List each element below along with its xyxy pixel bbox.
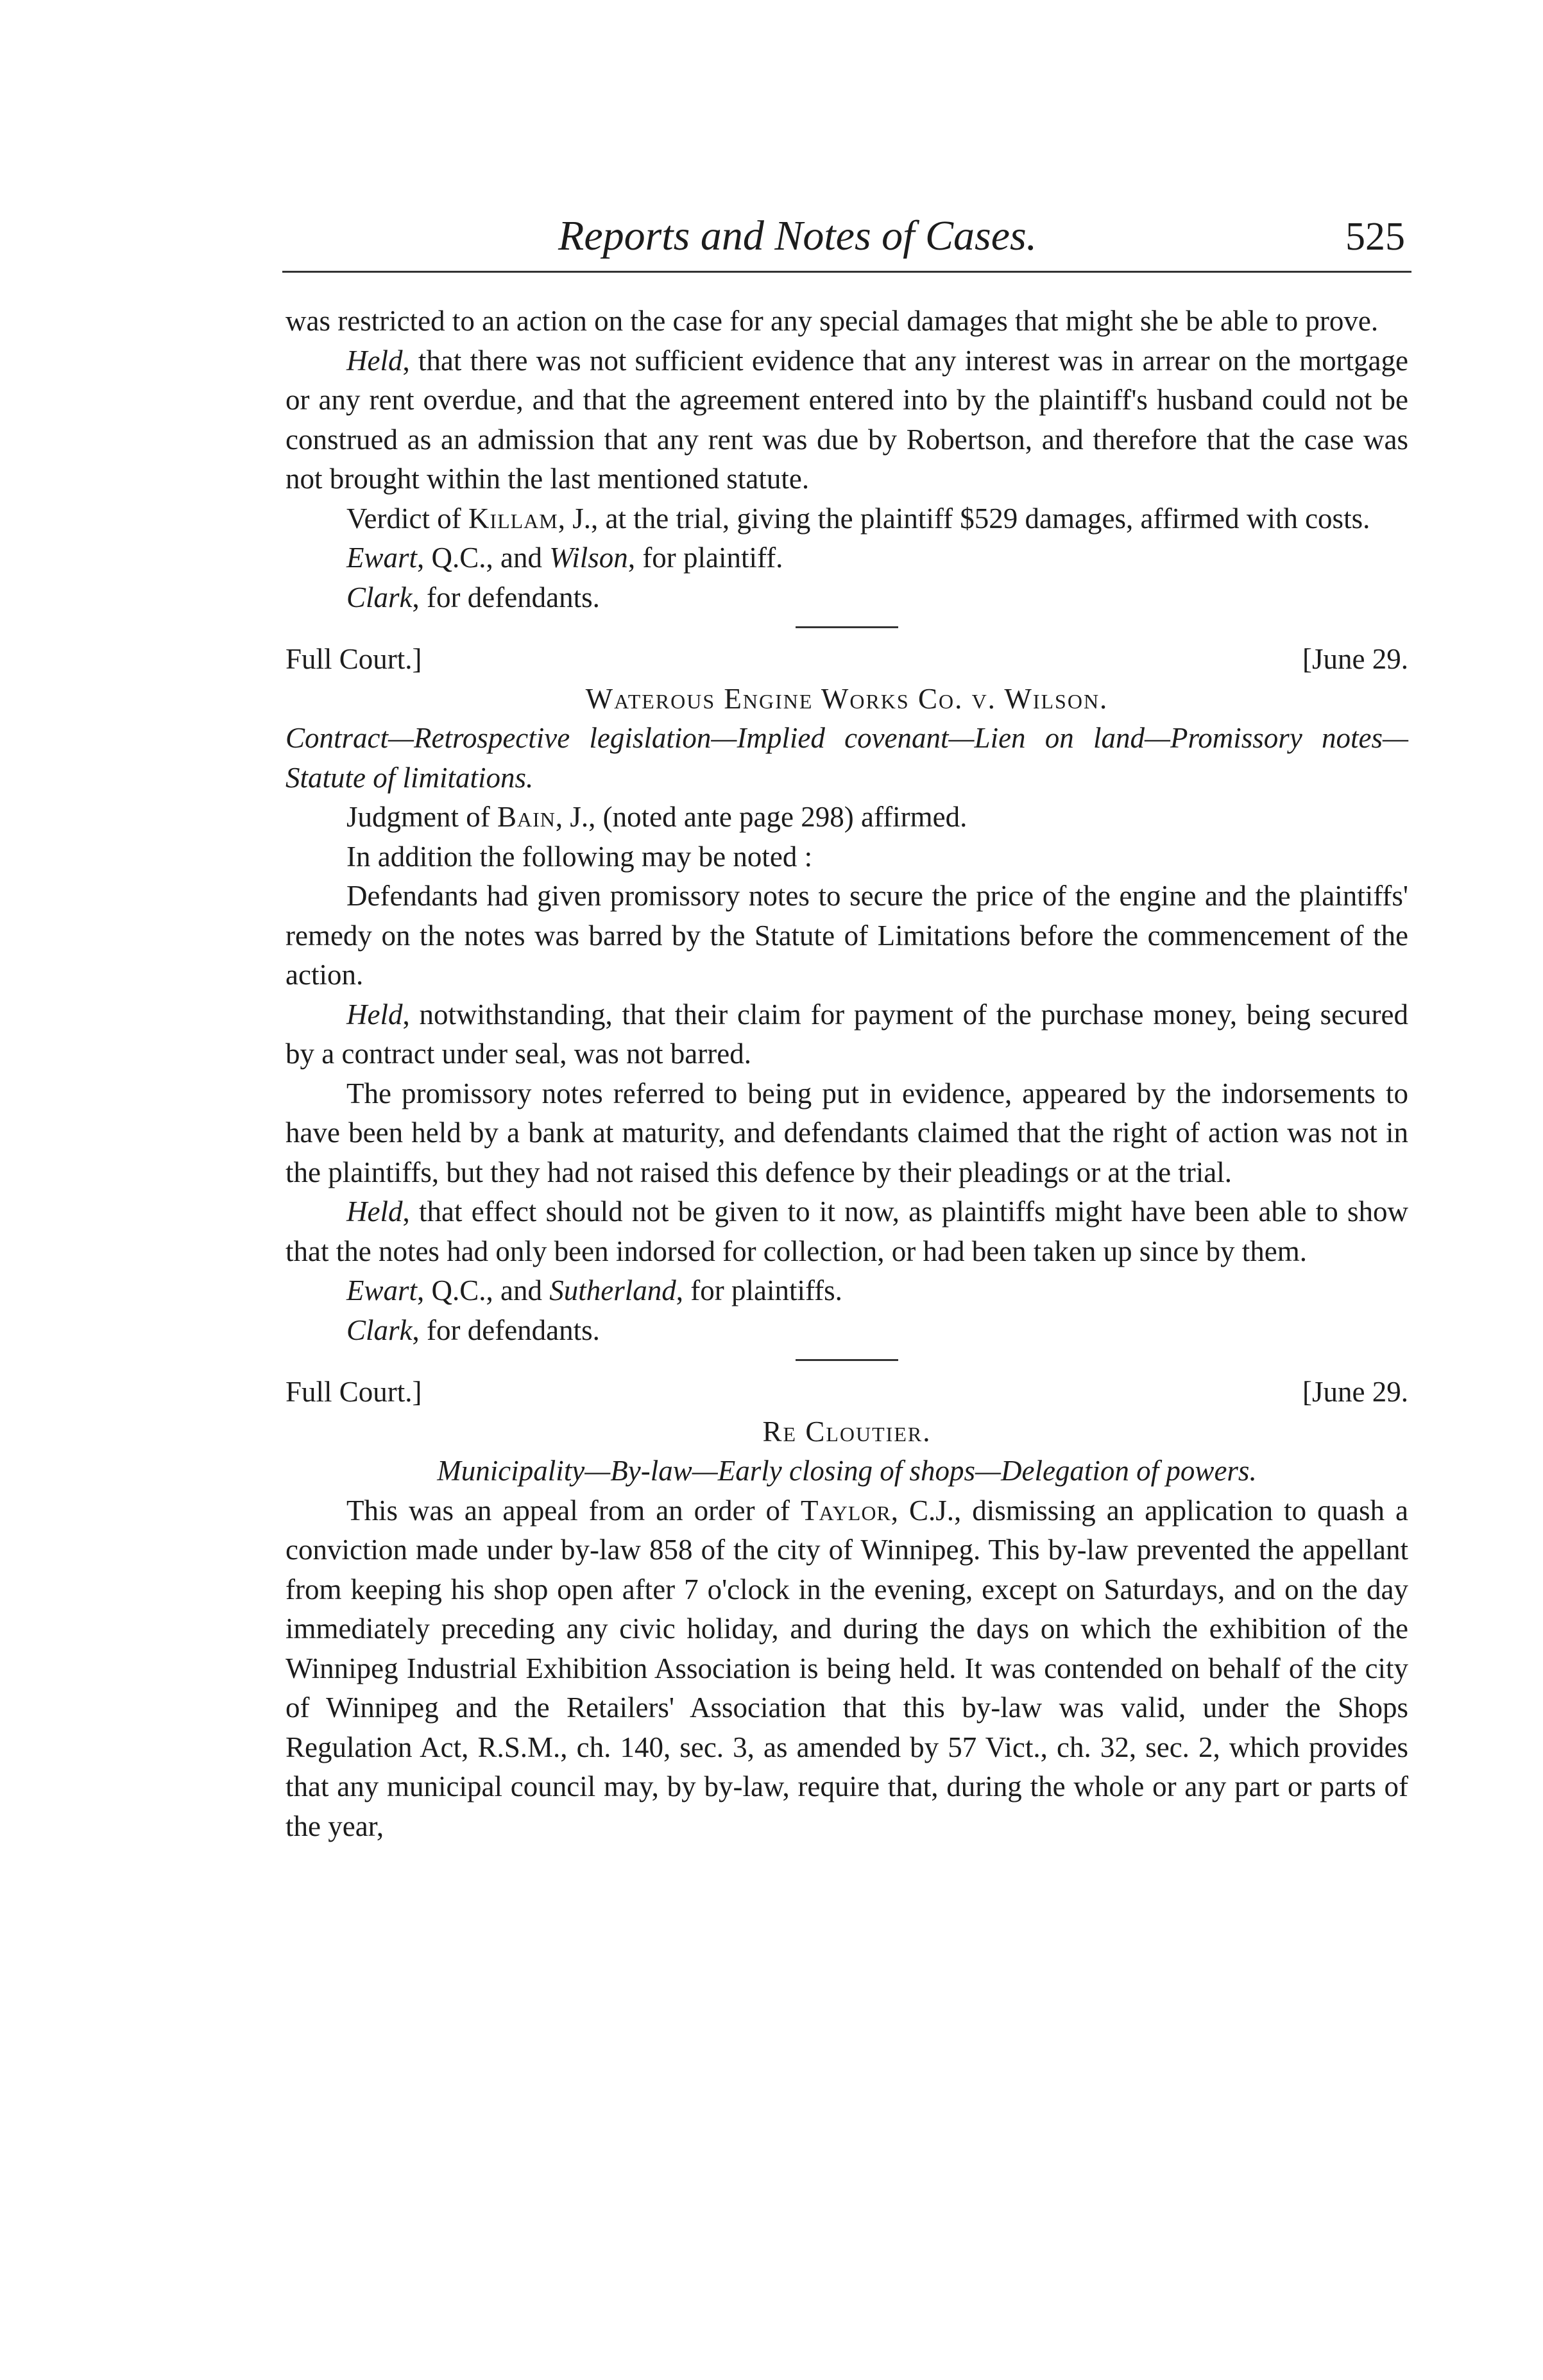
court-label: Full Court.]	[286, 1376, 422, 1408]
header-rule	[282, 271, 1411, 273]
counsel-mid: , Q.C., and	[417, 542, 550, 574]
appeal-post: , C.J., dismissing an application to quash a conviction made under by-law 858 of the city of Winnipeg. This by-law prevented the appellant from keeping his shop open after 7 o'clock in the evening, except on Saturdays, and on the day immediately preceding any civic holiday, and during the days on which the exhibition of the Winnipeg Industrial Exhibition Association is being held. It was contended on behalf of the city of Winnipeg and the Retailers' Association that this by-law was valid, under the Shops Regulation Act, R.S.M., ch. 140, sec. 3, as amended by 57 Vict., ch. 32, sec. 2, which provides that any municipal council may, by by-law, require that, during the whole or any part or parts of the year,	[286, 1494, 1408, 1842]
counsel-mid: , Q.C., and	[417, 1274, 550, 1306]
addition-line: In addition the following may be noted :	[346, 840, 813, 873]
counsel-name: Clark	[346, 1314, 413, 1346]
held-paragraph	[286, 341, 1408, 499]
held-word: Held	[346, 344, 403, 377]
case-date: [June 29.	[1302, 1376, 1408, 1408]
case-title: Waterous Engine Works Co. v. Wilson.	[585, 682, 1109, 715]
judgment-line	[286, 798, 1408, 837]
counsel-plaintiff	[286, 1271, 1408, 1311]
appeal-paragraph	[286, 1491, 1408, 1847]
page-body	[286, 302, 1408, 1846]
case-title: Re Cloutier.	[762, 1415, 932, 1448]
counsel-end: , for defendants.	[412, 581, 600, 613]
judgment-post: , J., (noted ante page 298) affirmed.	[555, 801, 968, 833]
case-headnote: Contract—Retrospective legislation—Implied covenant—Lien on land—Promissory notes—Statute of limitations.	[286, 722, 1408, 794]
facts-paragraph: The promissory notes referred to being put in evidence, appeared by the indorsements to have been held by a bank at maturity, and defendants claimed that the right of action was not in the plaintiffs, but they had not raised this defence by their pleadings or at the trial.	[286, 1077, 1408, 1188]
case-separator	[796, 1359, 898, 1361]
appeal-pre: This was an appeal from an order of	[346, 1494, 801, 1527]
held-paragraph	[286, 995, 1408, 1074]
counsel-name: Sutherland	[549, 1274, 676, 1306]
counsel-defendant	[286, 578, 1408, 618]
judge-name: Bain	[497, 801, 556, 833]
court-label: Full Court.]	[286, 643, 422, 675]
counsel-name: Wilson	[549, 542, 628, 574]
facts-paragraph: Defendants had given promissory notes to secure the price of the engine and the plaintiffs' remedy on the notes was barred by the Statute of Limitations before the commencement of the action.	[286, 880, 1408, 991]
held-text: , that there was not sufficient evidence that any interest was in arrear on the mortgage or any rent overdue, and that the agreement entered into by the plaintiff's husband could not be construed as an admission that any rent was due by Robertson, and therefore that the case was not brought within the last mentioned statute.	[286, 344, 1408, 495]
counsel-name: Ewart	[346, 1274, 418, 1306]
court-line	[286, 1373, 1408, 1412]
case-separator	[796, 626, 898, 628]
held-word: Held	[346, 998, 403, 1031]
counsel-name: Clark	[346, 581, 413, 613]
held-text: , notwithstanding, that their claim for payment of the purchase money, being secured by a contract under seal, was not barred.	[286, 998, 1408, 1070]
continuation-paragraph: was restricted to an action on the case for any special damages that might she be able to prove.	[286, 305, 1379, 337]
running-title: Reports and Notes of Cases.	[558, 212, 1037, 259]
verdict-pre: Verdict of	[346, 502, 468, 535]
judge-name: Taylor	[801, 1494, 891, 1527]
held-word: Held	[346, 1195, 403, 1228]
held-paragraph	[286, 1192, 1408, 1271]
page-number: 525	[1345, 215, 1405, 259]
verdict-post: , J., at the trial, giving the plaintiff $529 damages, affirmed with costs.	[558, 502, 1370, 535]
counsel-defendant	[286, 1311, 1408, 1351]
verdict-paragraph	[286, 499, 1408, 539]
running-header	[282, 212, 1411, 270]
counsel-name: Ewart	[346, 542, 418, 574]
counsel-plaintiff	[286, 538, 1408, 578]
case-date: [June 29.	[1302, 643, 1408, 675]
judgment-pre: Judgment of	[346, 801, 497, 833]
court-line	[286, 640, 1408, 680]
judge-name: Killam	[468, 502, 558, 535]
case-headnote: Municipality—By-law—Early closing of shops—Delegation of powers.	[437, 1455, 1257, 1487]
counsel-end: , for defendants.	[412, 1314, 600, 1346]
held-text: , that effect should not be given to it now, as plaintiffs might have been able to show that the notes had only been indorsed for collection, or had been taken up since by them.	[286, 1195, 1408, 1267]
counsel-end: , for plaintiffs.	[676, 1274, 842, 1306]
counsel-end: , for plaintiff.	[627, 542, 783, 574]
